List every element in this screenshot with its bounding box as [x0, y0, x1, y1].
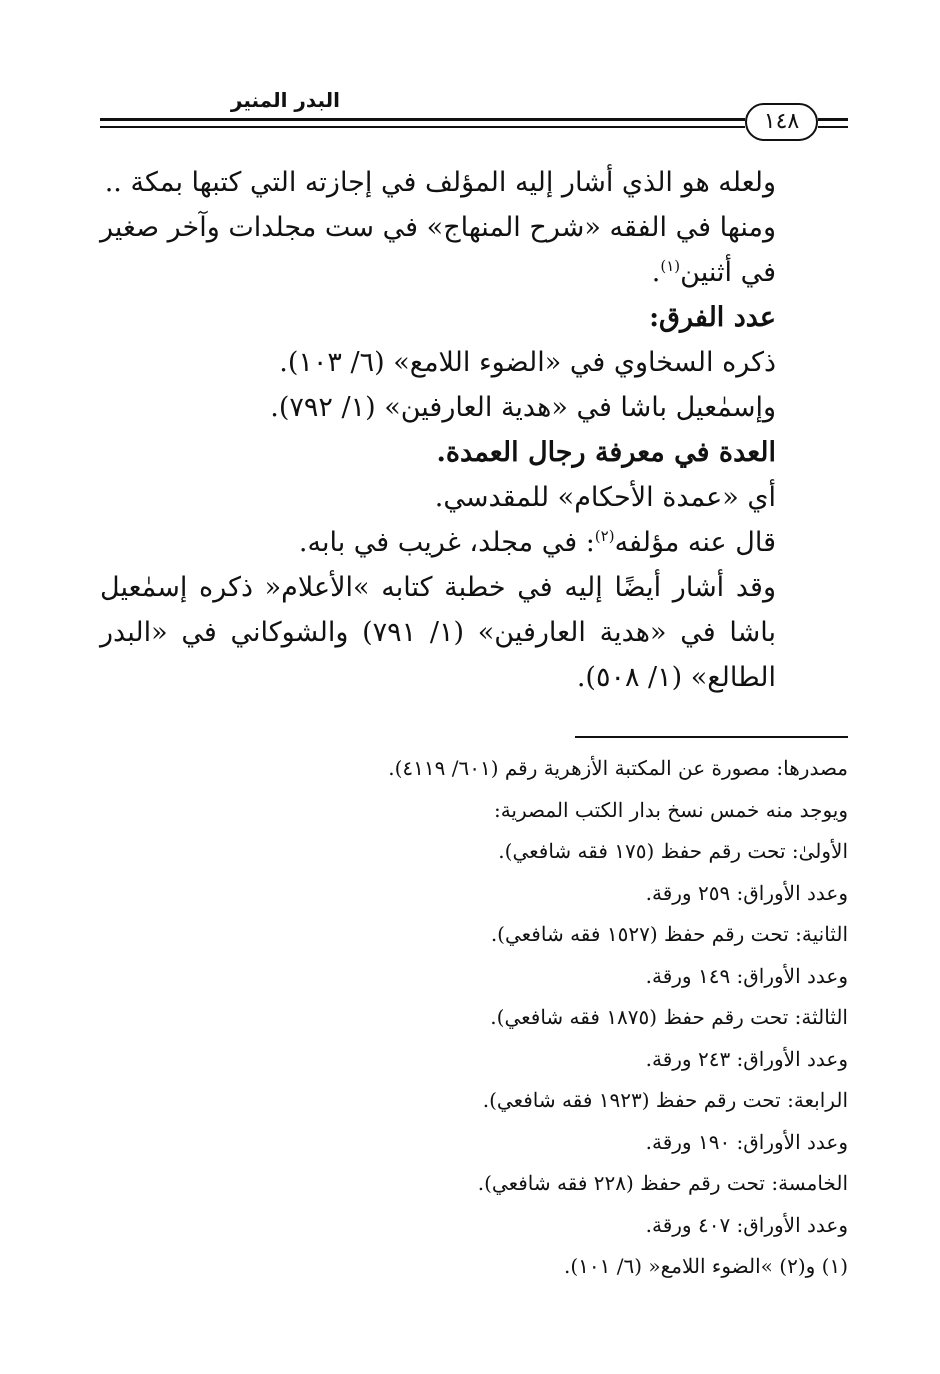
footnote-line: وعدد الأوراق: ٢٥٩ ورقة.	[645, 880, 848, 905]
footnote-ref-1: (١)	[660, 257, 681, 275]
paragraph-2-end: .	[651, 257, 661, 288]
paragraph-6-text-b: : في مجلد، غريب في بابه.	[298, 527, 595, 558]
footnote-line: وعدد الأوراق: ١٩٠ ورقة.	[645, 1129, 848, 1154]
footnote-line: الثالثة: تحت رقم حفظ (١٨٧٥ فقه شافعي).	[490, 1005, 848, 1029]
header-rule-bottom	[100, 126, 745, 128]
page-number: ١٤٨	[745, 103, 818, 141]
paragraph-6	[100, 520, 848, 565]
footnote-line: وعدد الأوراق: ١٤٩ ورقة.	[645, 963, 848, 988]
paragraph-3: ذكره السخاوي في «الضوء اللامع» (٦/ ١٠٣).	[279, 347, 776, 378]
paragraph-4: وإسمٰعيل باشا في «هدية العارفين» (١/ ٧٩٢).	[270, 392, 776, 423]
paragraph-1: ولعله هو الذي أشار إليه المؤلف في إجازته التي كتبها بمكة ..	[104, 167, 776, 198]
footnote-separator	[575, 736, 848, 738]
header-rule-right-bottom	[818, 126, 848, 128]
footnote-line: الرابعة: تحت رقم حفظ (١٩٢٣ فقه شافعي).	[482, 1088, 848, 1112]
paragraph-2-text: ومنها في الفقه «شرح المنهاج» في ست مجلدات وآخر صغير في أثنين	[100, 212, 776, 288]
main-text	[100, 160, 848, 700]
paragraph-2	[100, 205, 848, 295]
footnote-line: الأولىٰ: تحت رقم حفظ (١٧٥ فقه شافعي).	[498, 839, 848, 863]
heading-firaq: عدد الفرق:	[649, 302, 776, 333]
footnote-ref-2: (٢)	[594, 527, 615, 545]
footnotes	[100, 748, 848, 1288]
heading-umda: العدة في معرفة رجال العمدة.	[436, 437, 776, 468]
footnote-line: وعدد الأوراق: ٢٤٣ ورقة.	[645, 1046, 848, 1071]
paragraph-6-text-a: قال عنه مؤلفه	[614, 527, 776, 558]
footnote-line: (١) و(٢) »الضوء اللامع« (٦/ ١٠١).	[563, 1254, 848, 1278]
footnote-line: وعدد الأوراق: ٤٠٧ ورقة.	[645, 1212, 848, 1237]
paragraph-7: وقد أشار أيضًا إليه في خطبة كتابه »الأعلام« ذكره إسمٰعيل باشا في «هدية العارفين» (١/ ٧٩١) والشوكاني في «البدر الطالع» (١/ ٥٠٨).	[100, 572, 777, 693]
footnote-line: مصدرها: مصورة عن المكتبة الأزهرية رقم (٦٠١/ ٤١١٩).	[388, 756, 848, 780]
footnote-line: ويوجد منه خمس نسخ بدار الكتب المصرية:	[493, 797, 848, 822]
footnote-line: الثانية: تحت رقم حفظ (١٥٢٧ فقه شافعي).	[490, 922, 848, 946]
paragraph-5: أي «عمدة الأحكام» للمقدسي.	[434, 482, 776, 513]
footnote-line: الخامسة: تحت رقم حفظ (٢٢٨ فقه شافعي).	[477, 1171, 848, 1195]
header-rule-right-top	[818, 118, 848, 121]
running-title: البدر المنير	[230, 88, 340, 112]
header-rule-top	[100, 118, 745, 121]
